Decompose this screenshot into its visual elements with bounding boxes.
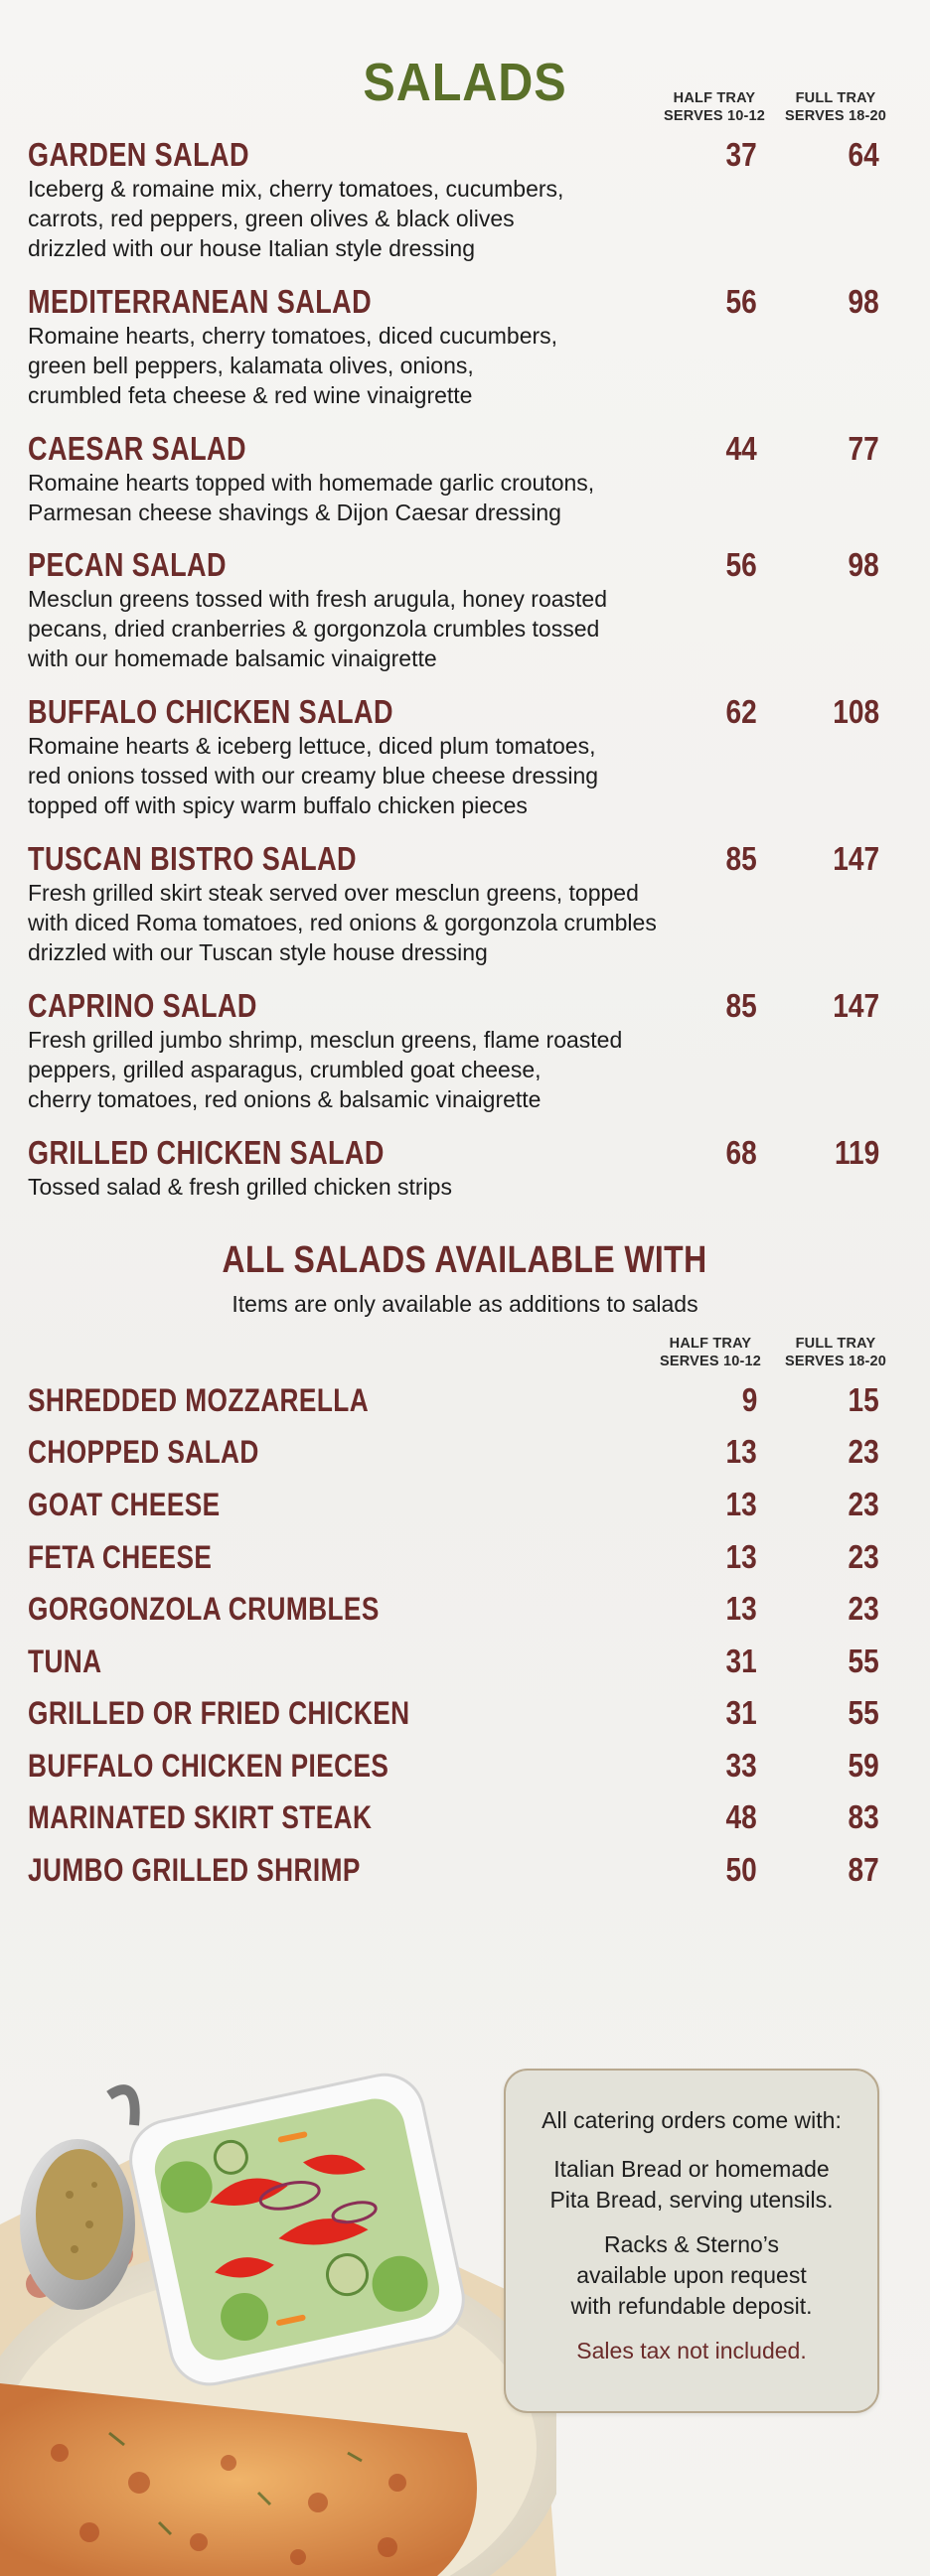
- full-price: 55: [848, 1694, 879, 1731]
- addon-item: [28, 1486, 902, 1525]
- full-price: 77: [848, 430, 879, 467]
- item-name: GOAT CHEESE: [28, 1487, 221, 1522]
- salad-item: [28, 283, 902, 410]
- info-paragraph: Italian Bread or homemade Pita Bread, serving utensils.: [549, 2156, 834, 2213]
- item-name: TUNA: [28, 1644, 102, 1679]
- addon-item: [28, 1381, 902, 1421]
- full-tray-header: FULL TRAY SERVES 18-20: [784, 90, 887, 124]
- item-description: Romaine hearts, cherry tomatoes, diced cucumbers, green bell peppers, kalamata olives, onions, crumbled feta cheese & red wine vinaigrette: [28, 323, 558, 408]
- half-price: 13: [725, 1486, 757, 1522]
- half-price: 85: [725, 987, 757, 1024]
- item-name: MARINATED SKIRT STEAK: [28, 1799, 373, 1835]
- full-price: 83: [848, 1798, 879, 1835]
- salad-item: [28, 136, 902, 263]
- item-description: Fresh grilled jumbo shrimp, mesclun greens, flame roasted peppers, grilled asparagus, crumbled goat cheese, cherry tomatoes, red onions & balsamic vinaigrette: [28, 1027, 623, 1112]
- salad-item: [28, 1134, 902, 1202]
- addon-item: [28, 1747, 902, 1787]
- addons-subtitle: Items are only available as additions to salads: [232, 1291, 698, 1317]
- full-price: 59: [848, 1747, 879, 1784]
- item-name: CAESAR SALAD: [28, 430, 246, 467]
- food-photo: [0, 2056, 556, 2576]
- item-name: BUFFALO CHICKEN SALAD: [28, 693, 393, 730]
- half-price: 68: [725, 1134, 757, 1171]
- full-price: 55: [848, 1643, 879, 1679]
- item-name: CHOPPED SALAD: [28, 1434, 259, 1470]
- full-price: 23: [848, 1433, 879, 1470]
- half-price: 13: [725, 1538, 757, 1575]
- item-name: BUFFALO CHICKEN PIECES: [28, 1748, 389, 1784]
- salad-item: [28, 693, 902, 820]
- addon-item: [28, 1433, 902, 1473]
- half-price: 13: [725, 1433, 757, 1470]
- half-price: 31: [725, 1694, 757, 1731]
- full-price: 147: [833, 840, 879, 877]
- half-price: 37: [725, 136, 757, 173]
- addon-item: [28, 1694, 902, 1734]
- half-price: 13: [725, 1590, 757, 1627]
- salad-item: [28, 546, 902, 673]
- full-price: 23: [848, 1590, 879, 1627]
- full-price: 23: [848, 1538, 879, 1575]
- full-price: 147: [833, 987, 879, 1024]
- page-title: SALADS: [363, 53, 567, 112]
- full-price: 119: [834, 1134, 879, 1171]
- item-description: Iceberg & romaine mix, cherry tomatoes, cucumbers, carrots, red peppers, green olives & black olives drizzled with our house Italian style dressing: [28, 176, 564, 261]
- full-price: 64: [848, 136, 879, 173]
- full-price: 23: [848, 1486, 879, 1522]
- item-name: CAPRINO SALAD: [28, 987, 257, 1024]
- info-paragraph: Racks & Sterno’s available upon request with refundable deposit.: [570, 2231, 813, 2319]
- item-name: SHREDDED MOZZARELLA: [28, 1382, 370, 1418]
- sales-tax-note: Sales tax not included.: [576, 2338, 807, 2363]
- item-name: MEDITERRANEAN SALAD: [28, 283, 373, 320]
- addon-item: [28, 1538, 902, 1578]
- addon-item: [28, 1851, 902, 1891]
- item-name: GORGONZOLA CRUMBLES: [28, 1591, 380, 1627]
- half-price: 50: [725, 1851, 757, 1888]
- addon-item: [28, 1590, 902, 1630]
- info-line: All catering orders come with:: [542, 2107, 842, 2133]
- half-price: 9: [741, 1381, 757, 1418]
- item-description: Romaine hearts & iceberg lettuce, diced plum tomatoes, red onions tossed with our creamy blue cheese dressing topped off with spicy warm buffalo chicken pieces: [28, 733, 599, 818]
- item-description: Tossed salad & fresh grilled chicken strips: [28, 1174, 452, 1200]
- half-tray-header: HALF TRAY SERVES 10-12: [659, 1336, 762, 1369]
- half-price: 85: [725, 840, 757, 877]
- addons-title: ALL SALADS AVAILABLE WITH: [222, 1239, 708, 1281]
- full-price: 15: [848, 1381, 879, 1418]
- salad-item: [28, 840, 902, 967]
- addon-item: [28, 1798, 902, 1838]
- item-name: FETA CHEESE: [28, 1539, 213, 1575]
- half-price: 56: [725, 283, 757, 320]
- full-price: 87: [848, 1851, 879, 1888]
- half-price: 31: [725, 1643, 757, 1679]
- half-price: 44: [725, 430, 757, 467]
- item-description: Fresh grilled skirt steak served over mesclun greens, topped with diced Roma tomatoes, red onions & gorgonzola crumbles drizzled with our Tuscan style house dressing: [28, 880, 657, 965]
- half-tray-header: HALF TRAY SERVES 10-12: [663, 90, 766, 124]
- half-price: 48: [725, 1798, 757, 1835]
- half-price: 56: [725, 546, 757, 583]
- full-tray-header: FULL TRAY SERVES 18-20: [784, 1336, 887, 1369]
- item-name: PECAN SALAD: [28, 546, 227, 583]
- half-price: 62: [725, 693, 757, 730]
- salad-item: [28, 430, 902, 527]
- half-price: 33: [725, 1747, 757, 1784]
- item-name: GRILLED OR FRIED CHICKEN: [28, 1695, 410, 1731]
- salad-item: [28, 987, 902, 1114]
- item-name: GARDEN SALAD: [28, 136, 249, 173]
- catering-info-box: [504, 2069, 879, 2413]
- item-name: GRILLED CHICKEN SALAD: [28, 1134, 385, 1171]
- addon-item: [28, 1643, 902, 1682]
- full-price: 98: [848, 283, 879, 320]
- item-name: JUMBO GRILLED SHRIMP: [28, 1852, 361, 1888]
- item-description: Romaine hearts topped with homemade garlic croutons, Parmesan cheese shavings & Dijon Caesar dressing: [28, 470, 595, 525]
- item-name: TUSCAN BISTRO SALAD: [28, 840, 358, 877]
- item-description: Mesclun greens tossed with fresh arugula, honey roasted pecans, dried cranberries & gorgonzola crumbles tossed with our homemade balsamic vinaigrette: [28, 586, 607, 671]
- full-price: 98: [848, 546, 879, 583]
- full-price: 108: [833, 693, 879, 730]
